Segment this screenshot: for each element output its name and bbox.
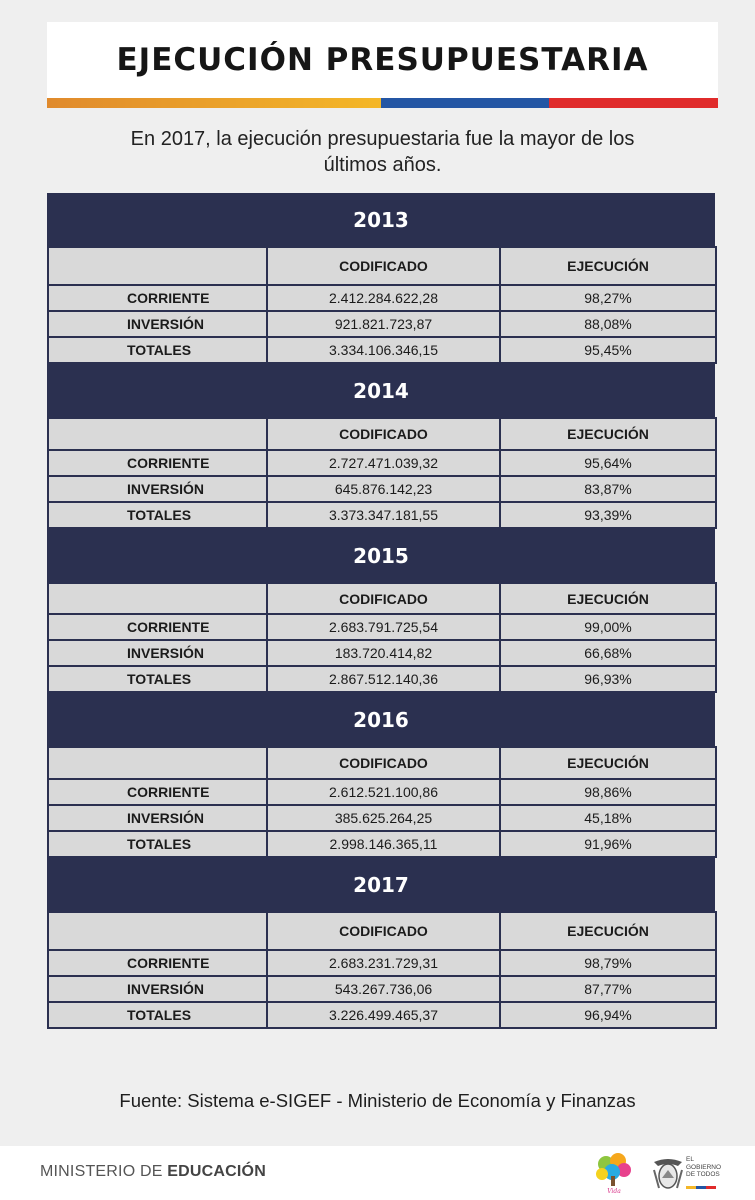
ejecucion-cell: 96,94% xyxy=(500,1002,716,1028)
table-row xyxy=(48,831,716,857)
ejecucion-cell: 96,93% xyxy=(500,666,716,692)
year-block-2015 xyxy=(47,529,715,693)
column-header-ejecucion: EJECUCIÓN xyxy=(500,912,716,950)
codificado-cell: 543.267.736,06 xyxy=(267,976,500,1002)
tree-logo-icon xyxy=(592,1152,636,1194)
codificado-cell: 2.867.512.140,36 xyxy=(267,666,500,692)
row-label: TOTALES xyxy=(48,337,267,363)
row-label: INVERSIÓN xyxy=(48,476,267,502)
column-header-ejecucion: EJECUCIÓN xyxy=(500,747,716,779)
ministry-bold: EDUCACIÓN xyxy=(167,1163,266,1180)
codificado-cell: 2.683.791.725,54 xyxy=(267,614,500,640)
row-label: CORRIENTE xyxy=(48,285,267,311)
table-header-row xyxy=(48,418,716,450)
column-header-ejecucion: EJECUCIÓN xyxy=(500,418,716,450)
budget-table xyxy=(47,911,717,1029)
table-row xyxy=(48,805,716,831)
svg-text:Vida: Vida xyxy=(607,1188,621,1194)
table-row xyxy=(48,950,716,976)
table-header-row xyxy=(48,912,716,950)
table-row xyxy=(48,502,716,528)
year-block-2013 xyxy=(47,193,715,364)
column-header-codificado: CODIFICADO xyxy=(267,418,500,450)
ejecucion-cell: 98,27% xyxy=(500,285,716,311)
footer xyxy=(0,1146,755,1200)
subtitle-line-2: últimos años. xyxy=(323,154,442,176)
ejecucion-cell: 95,64% xyxy=(500,450,716,476)
ministry-prefix: MINISTERIO DE xyxy=(40,1163,168,1180)
codificado-cell: 921.821.723,87 xyxy=(267,311,500,337)
year-header: 2017 xyxy=(47,858,715,911)
codificado-cell: 3.334.106.346,15 xyxy=(267,337,500,363)
table-row xyxy=(48,640,716,666)
row-label: INVERSIÓN xyxy=(48,640,267,666)
column-header-codificado: CODIFICADO xyxy=(267,583,500,614)
year-block-2016 xyxy=(47,693,715,858)
coat-of-arms-icon xyxy=(648,1154,688,1194)
budget-table xyxy=(47,417,717,529)
table-row xyxy=(48,337,716,363)
table-header-row xyxy=(48,583,716,614)
codificado-cell: 3.226.499.465,37 xyxy=(267,1002,500,1028)
budget-table xyxy=(47,246,717,364)
column-header-ejecucion: EJECUCIÓN xyxy=(500,583,716,614)
codificado-cell: 3.373.347.181,55 xyxy=(267,502,500,528)
row-label: CORRIENTE xyxy=(48,450,267,476)
ejecucion-cell: 98,79% xyxy=(500,950,716,976)
ejecucion-cell: 95,45% xyxy=(500,337,716,363)
table-row xyxy=(48,976,716,1002)
row-label: CORRIENTE xyxy=(48,779,267,805)
header-empty-cell xyxy=(48,747,267,779)
budget-tables xyxy=(47,193,715,1029)
page-title: EJECUCIÓN PRESUPUESTARIA xyxy=(116,42,649,78)
column-header-ejecucion: EJECUCIÓN xyxy=(500,247,716,285)
header-empty-cell xyxy=(48,247,267,285)
column-header-codificado: CODIFICADO xyxy=(267,912,500,950)
table-header-row xyxy=(48,247,716,285)
codificado-cell: 645.876.142,23 xyxy=(267,476,500,502)
table-row xyxy=(48,285,716,311)
ejecucion-cell: 91,96% xyxy=(500,831,716,857)
budget-table xyxy=(47,582,717,693)
codificado-cell: 2.412.284.622,28 xyxy=(267,285,500,311)
header-empty-cell xyxy=(48,418,267,450)
stripe-red xyxy=(549,98,718,108)
row-label: INVERSIÓN xyxy=(48,976,267,1002)
subtitle-line-1: En 2017, la ejecución presupuestaria fue la mayor de los xyxy=(130,128,635,150)
ejecucion-cell: 66,68% xyxy=(500,640,716,666)
header-empty-cell xyxy=(48,583,267,614)
source-note: Fuente: Sistema e-SIGEF - Ministerio de Economía y Finanzas xyxy=(119,1090,636,1111)
ejecucion-cell: 98,86% xyxy=(500,779,716,805)
title-box xyxy=(47,22,718,98)
table-row xyxy=(48,476,716,502)
codificado-cell: 183.720.414,82 xyxy=(267,640,500,666)
table-row xyxy=(48,450,716,476)
codificado-cell: 2.998.146.365,11 xyxy=(267,831,500,857)
row-label: TOTALES xyxy=(48,666,267,692)
table-header-row xyxy=(48,747,716,779)
table-row xyxy=(48,1002,716,1028)
stripe-blue xyxy=(381,98,549,108)
table-row xyxy=(48,614,716,640)
table-row xyxy=(48,666,716,692)
year-block-2014 xyxy=(47,364,715,529)
stripe-yellow xyxy=(47,98,381,108)
row-label: CORRIENTE xyxy=(48,950,267,976)
gov-color-line xyxy=(686,1186,716,1189)
year-header: 2013 xyxy=(47,193,715,246)
year-block-2017 xyxy=(47,858,715,1029)
row-label: INVERSIÓN xyxy=(48,805,267,831)
header-empty-cell xyxy=(48,912,267,950)
row-label: INVERSIÓN xyxy=(48,311,267,337)
codificado-cell: 2.727.471.039,32 xyxy=(267,450,500,476)
ministry-logo-text xyxy=(40,1163,266,1181)
codificado-cell: 385.625.264,25 xyxy=(267,805,500,831)
codificado-cell: 2.683.231.729,31 xyxy=(267,950,500,976)
row-label: TOTALES xyxy=(48,831,267,857)
row-label: TOTALES xyxy=(48,502,267,528)
ejecucion-cell: 99,00% xyxy=(500,614,716,640)
table-row xyxy=(48,311,716,337)
gov-logo-text: EL GOBIERNO DE TODOS xyxy=(686,1156,722,1178)
row-label: CORRIENTE xyxy=(48,614,267,640)
subtitle xyxy=(60,126,705,178)
year-header: 2016 xyxy=(47,693,715,746)
row-label: TOTALES xyxy=(48,1002,267,1028)
budget-table xyxy=(47,746,717,858)
table-row xyxy=(48,779,716,805)
ejecucion-cell: 87,77% xyxy=(500,976,716,1002)
column-header-codificado: CODIFICADO xyxy=(267,247,500,285)
year-header: 2014 xyxy=(47,364,715,417)
ejecucion-cell: 88,08% xyxy=(500,311,716,337)
ejecucion-cell: 93,39% xyxy=(500,502,716,528)
ejecucion-cell: 45,18% xyxy=(500,805,716,831)
flag-stripe xyxy=(47,98,718,108)
codificado-cell: 2.612.521.100,86 xyxy=(267,779,500,805)
year-header: 2015 xyxy=(47,529,715,582)
ejecucion-cell: 83,87% xyxy=(500,476,716,502)
column-header-codificado: CODIFICADO xyxy=(267,747,500,779)
